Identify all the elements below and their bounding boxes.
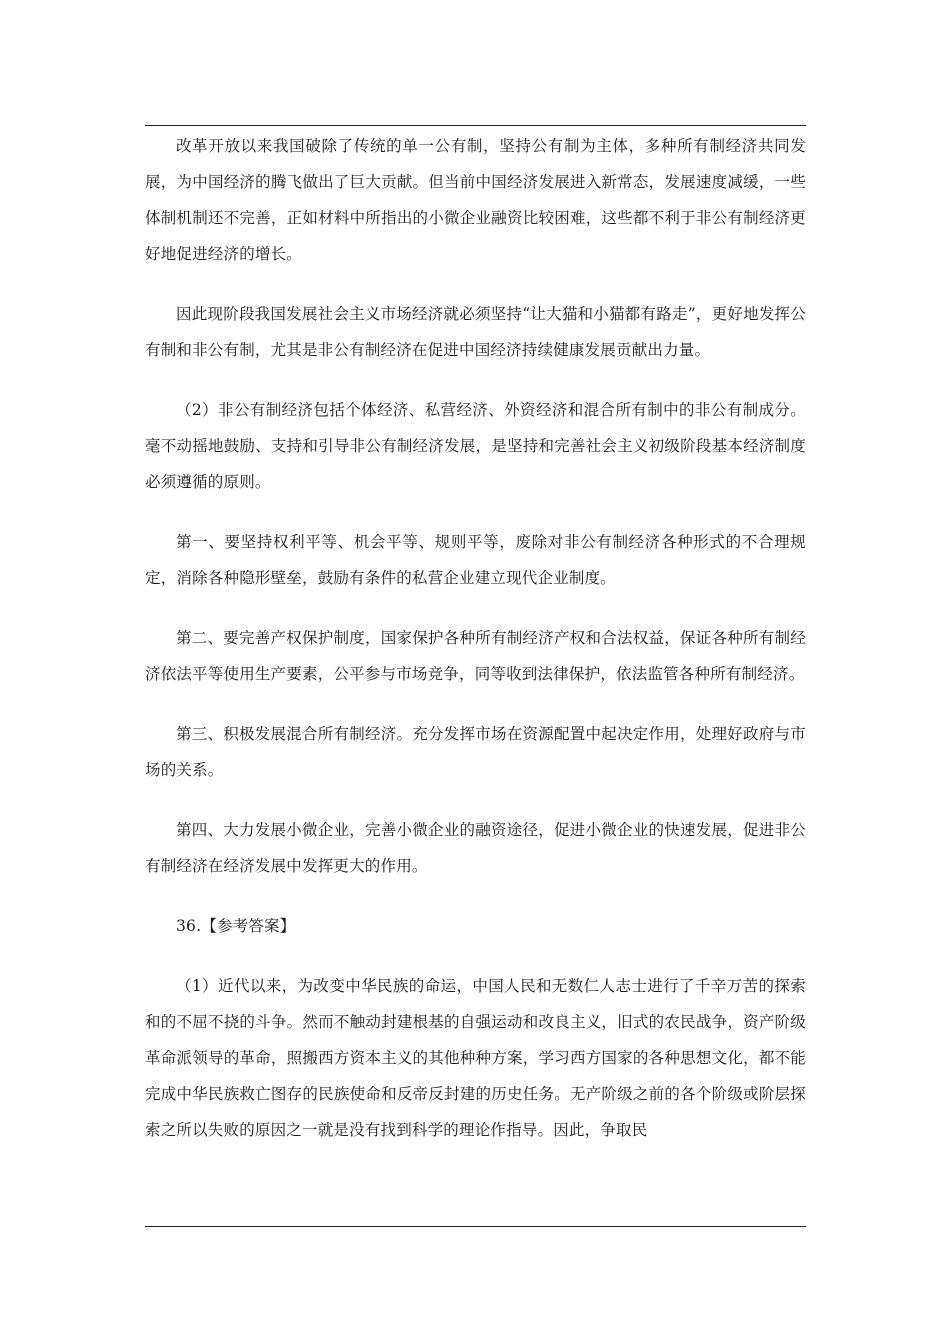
paragraph-5: 第二、要完善产权保护制度，国家保护各种所有制经济产权和合法权益，保证各种所有制经济依法平等使用生产要素，公平参与市场竞争，同等收到法律保护，依法监管各种所有制经济。 <box>145 629 806 683</box>
paragraph-1: 改革开放以来我国破除了传统的单一公有制，坚持公有制为主体，多种所有制经济共同发展，为中国经济的腾飞做出了巨大贡献。但当前中国经济发展进入新常态，发展速度减缓，一些体制机制还不完善，正如材料中所指出的小微企业融资比较困难，这些都不利于非公有制经济更好地促进经济的增长。 <box>145 137 806 263</box>
paragraph-2: 因此现阶段我国发展社会主义市场经济就必须坚持“让大猫和小猫都有路走”，更好地发挥公有制和非公有制，尤其是非公有制经济在促进中国经济持续健康发展贡献出力量。 <box>145 305 806 359</box>
paragraph-9: （1）近代以来，为改变中华民族的命运，中国人民和无数仁人志士进行了千辛万苦的探索和的不屈不挠的斗争。然而不触动封建根基的自强运动和改良主义，旧式的农民战争，资产阶级革命派领导的革命，照搬西方资本主义的其他种种方案，学习西方国家的各种思想文化，都不能完成中华民族救亡图存的民族使命和反帝反封建的历史任务。无产阶级之前的各个阶级或阶层探索之所以失败的原因之一就是没有找到科学的理论作指导。因此，争取民 <box>145 977 806 1139</box>
paragraph-3: （2）非公有制经济包括个体经济、私营经济、外资经济和混合所有制中的非公有制成分。毫不动摇地鼓励、支持和引导非公有制经济发展，是坚持和完善社会主义初级阶段基本经济制度必须遵循的原则。 <box>145 401 806 491</box>
header-rule <box>145 125 806 126</box>
paragraph-7: 第四、大力发展小微企业，完善小微企业的融资途径，促进小微企业的快速发展，促进非公有制经济在经济发展中发挥更大的作用。 <box>145 821 806 875</box>
paragraph-6: 第三、积极发展混合所有制经济。充分发挥市场在资源配置中起决定作用，处理好政府与市场的关系。 <box>145 725 806 779</box>
answer-heading: 36.【参考答案】 <box>176 917 296 935</box>
document-body <box>145 128 806 1148</box>
footer-rule <box>145 1226 806 1227</box>
paragraph-4: 第一、要坚持权利平等、机会平等、规则平等，废除对非公有制经济各种形式的不合理规定，消除各种隐形壁垒，鼓励有条件的私营企业建立现代企业制度。 <box>145 533 806 587</box>
